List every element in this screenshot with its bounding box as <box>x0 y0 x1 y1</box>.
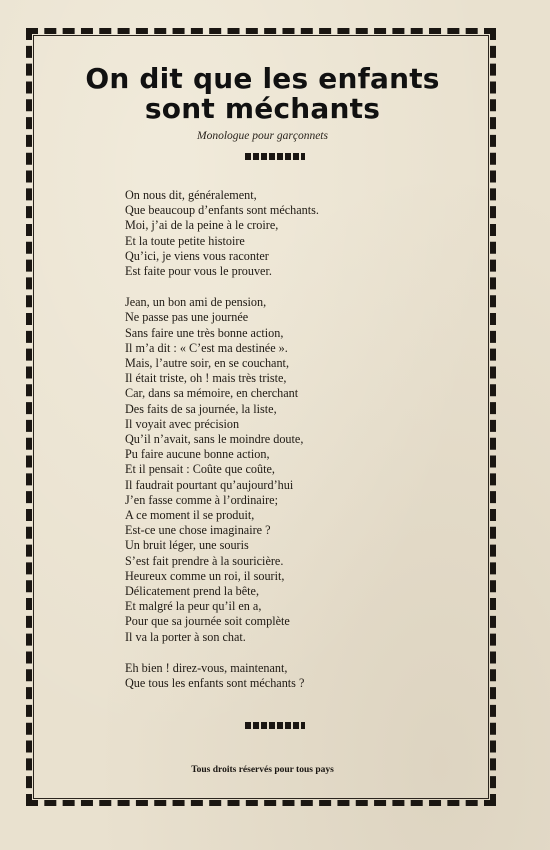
poem-stanza <box>125 295 445 645</box>
bottom-ornament <box>245 722 305 729</box>
poem-line: Un bruit léger, une souris <box>125 538 249 553</box>
poem-line: A ce moment il se produit, <box>125 508 255 523</box>
poem-line: Moi, j’ai de la peine à le croire, <box>125 218 279 233</box>
poem-line: Des faits de sa journée, la liste, <box>125 401 277 416</box>
copyright-footer: Tous droits réservés pour tous pays <box>191 765 334 775</box>
poem-line: Il m’a dit : « C’est ma destinée ». <box>125 340 288 355</box>
top-ornament <box>245 153 305 160</box>
poem-line: Il faudrait pourtant qu’aujourd’hui <box>125 477 294 492</box>
poem-line: Eh bien ! direz-vous, maintenant, <box>125 660 288 675</box>
poem-line: Qu’ici, je viens vous raconter <box>125 248 269 263</box>
subtitle: Monologue pour garçonnets <box>197 130 328 142</box>
poem-body <box>125 188 445 707</box>
poem-line: Il voyait avec précision <box>125 416 240 431</box>
poem-line: Est faite pour vous le prouver. <box>125 264 272 279</box>
poem-line: Et il pensait : Coûte que coûte, <box>125 462 275 477</box>
poem-stanza <box>125 661 445 691</box>
poem-line: J’en fasse comme à l’ordinaire; <box>125 492 278 507</box>
poem-line: Et malgré la peur qu’il en a, <box>125 599 262 614</box>
title-line-2: sont méchants <box>144 92 381 125</box>
page-title <box>40 64 485 124</box>
poem-line: Pu faire aucune bonne action, <box>125 447 270 462</box>
poem-line: Il va la porter à son chat. <box>125 629 246 644</box>
poem-line: Il était triste, oh ! mais très triste, <box>125 371 287 386</box>
poem-line: Sans faire une très bonne action, <box>125 325 284 340</box>
poem-line: Que beaucoup d’enfants sont méchants. <box>125 203 319 218</box>
poem-line: Est-ce une chose imaginaire ? <box>125 523 271 538</box>
poem-line: Et la toute petite histoire <box>125 233 245 248</box>
poem-line: Délicatement prend la bête, <box>125 584 259 599</box>
poem-line: Jean, un bon ami de pension, <box>125 295 267 310</box>
poem-line: Ne passe pas une journée <box>125 310 249 325</box>
poem-line: Qu’il n’avait, sans le moindre doute, <box>125 432 304 447</box>
title-line-1: On dit que les enfants <box>85 62 440 95</box>
poem-line: Que tous les enfants sont méchants ? <box>125 676 305 691</box>
poem-line: On nous dit, généralement, <box>125 188 257 202</box>
poem-line: Mais, l’autre soir, en se couchant, <box>125 356 289 371</box>
poem-line: S’est fait prendre à la souricière. <box>125 553 284 568</box>
poem-line: Heureux comme un roi, il sourit, <box>125 568 285 583</box>
poem-line: Car, dans sa mémoire, en cherchant <box>125 386 299 401</box>
poem-line: Pour que sa journée soit complète <box>125 614 290 629</box>
poem-stanza <box>125 188 445 279</box>
